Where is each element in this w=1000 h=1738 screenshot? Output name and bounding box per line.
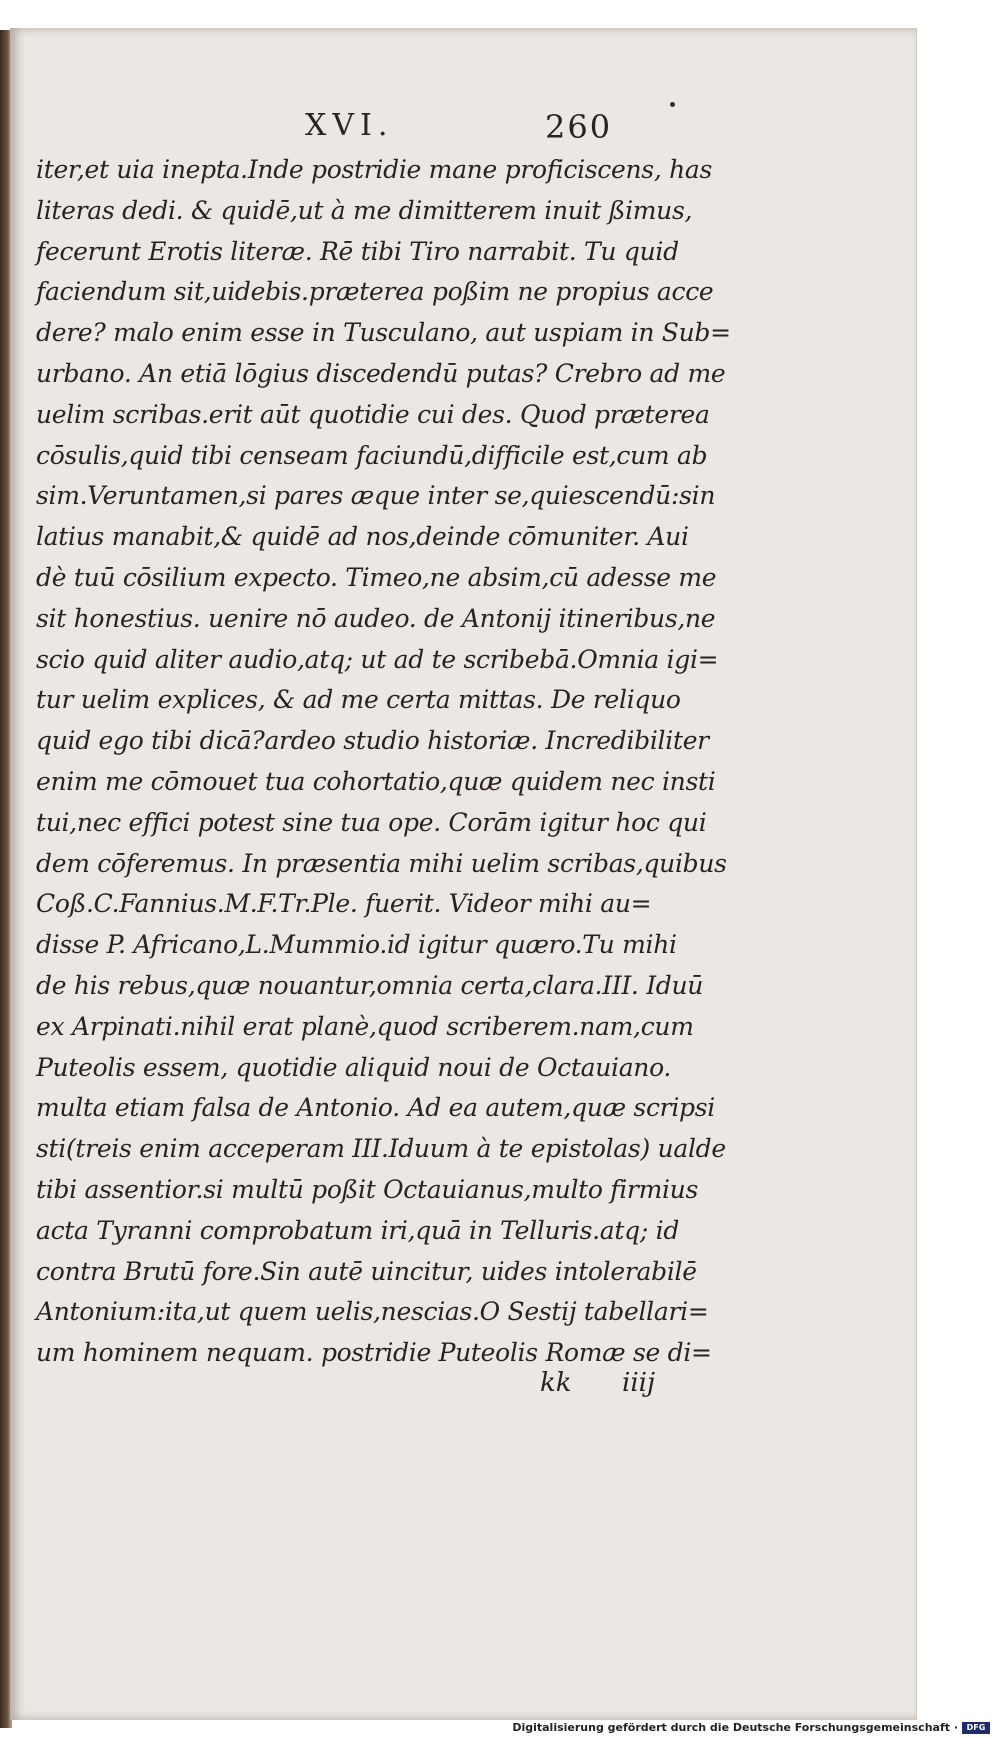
text-line: literas dedi. & quidē,ut à me dimitterem inuit ßimus, xyxy=(36,195,693,225)
text-line: dere? malo enim esse in Tusculano, aut uspiam in Sub= xyxy=(36,318,731,348)
text-line: iter,et uia inepta.Inde postridie mane proficiscens, has xyxy=(36,155,713,184)
text-line: sim.Veruntamen,si pares æque inter se,quiescendū:sin xyxy=(36,481,716,511)
text-line: Coß.C.Fannius.M.F.Tr.Ple. fuerit. Videor mihi au= xyxy=(36,889,652,919)
text-line: de his rebus,quæ nouantur,omnia certa,clara.III. Iduū xyxy=(36,970,704,1000)
text-line: enim me cōmouet tua cohortatio,quæ quidem nec insti xyxy=(36,766,716,796)
text-line: scio quid aliter audio,atq; ut ad te scribebā.Omnia igi= xyxy=(36,644,719,674)
running-head: XVI. xyxy=(305,108,394,143)
ink-dot xyxy=(670,102,675,107)
text-line: Puteolis essem, quotidie aliquid noui de Octauiano. xyxy=(36,1052,672,1082)
signature-mark: kk xyxy=(540,1368,572,1398)
text-line: sti(treis enim acceperam III.Iduum à te epistolas) ualde xyxy=(36,1134,726,1164)
text-line: fecerunt Erotis literæ. Rē tibi Tiro narrabit. Tu quid xyxy=(36,236,679,266)
text-line: uelim scribas.erit aūt quotidie cui des. Quod præterea xyxy=(36,399,710,429)
text-line: sit honestius. uenire nō audeo. de Antonij itineribus,ne xyxy=(36,603,716,633)
page-body xyxy=(36,150,731,1374)
dfg-logo-icon: DFG xyxy=(962,1722,990,1734)
text-line: ex Arpinati.nihil erat planè,quod scriberem.nam,cum xyxy=(36,1011,694,1041)
text-line: dè tuū cōsilium expecto. Timeo,ne absim,cū adesse me xyxy=(36,562,717,592)
text-line: multa etiam falsa de Antonio. Ad ea autem,quæ scripsi xyxy=(36,1093,715,1123)
text-line: cōsulis,quid tibi censeam faciundū,difficile est,cum ab xyxy=(36,440,708,470)
digitization-footer xyxy=(512,1721,990,1734)
text-line: faciendum sit,uidebis.præterea poßim ne propius acce xyxy=(36,277,714,307)
text-line: acta Tyranni comprobatum iri,quā in Telluris.atq; id xyxy=(36,1215,680,1245)
text-line: um hominem nequam. postridie Puteolis Romæ se di= xyxy=(36,1338,712,1368)
text-line: disse P. Africano,L.Mummio.id igitur quæro.Tu mihi xyxy=(36,930,677,960)
text-line: Antonium:ita,ut quem uelis,nescias.O Sestij tabellari= xyxy=(36,1297,709,1327)
text-line: tui,nec effici potest sine tua ope. Corām igitur hoc qui xyxy=(36,807,707,837)
text-line: latius manabit,& quidē ad nos,deinde cōmuniter. Aui xyxy=(36,522,689,552)
text-line: tur uelim explices, & ad me certa mittas. De reliquo xyxy=(36,685,681,715)
signature-number: iiij xyxy=(622,1368,656,1398)
text-line: dem cōferemus. In præsentia mihi uelim scribas,quibus xyxy=(36,848,727,878)
text-line: tibi assentior.si multū poßit Octauianus,multo firmius xyxy=(36,1174,699,1204)
page-number: 260 xyxy=(545,108,613,146)
text-line: quid ego tibi dicā?ardeo studio historiæ. Incredibiliter xyxy=(36,726,709,756)
text-line: contra Brutū fore.Sin autē uincitur, uides intolerabilē xyxy=(36,1256,697,1286)
funding-credit: Digitalisierung gefördert durch die Deutsche Forschungsgemeinschaft · xyxy=(512,1721,958,1734)
text-line: urbano. An etiā lōgius discedendū putas? Crebro ad me xyxy=(36,358,726,388)
